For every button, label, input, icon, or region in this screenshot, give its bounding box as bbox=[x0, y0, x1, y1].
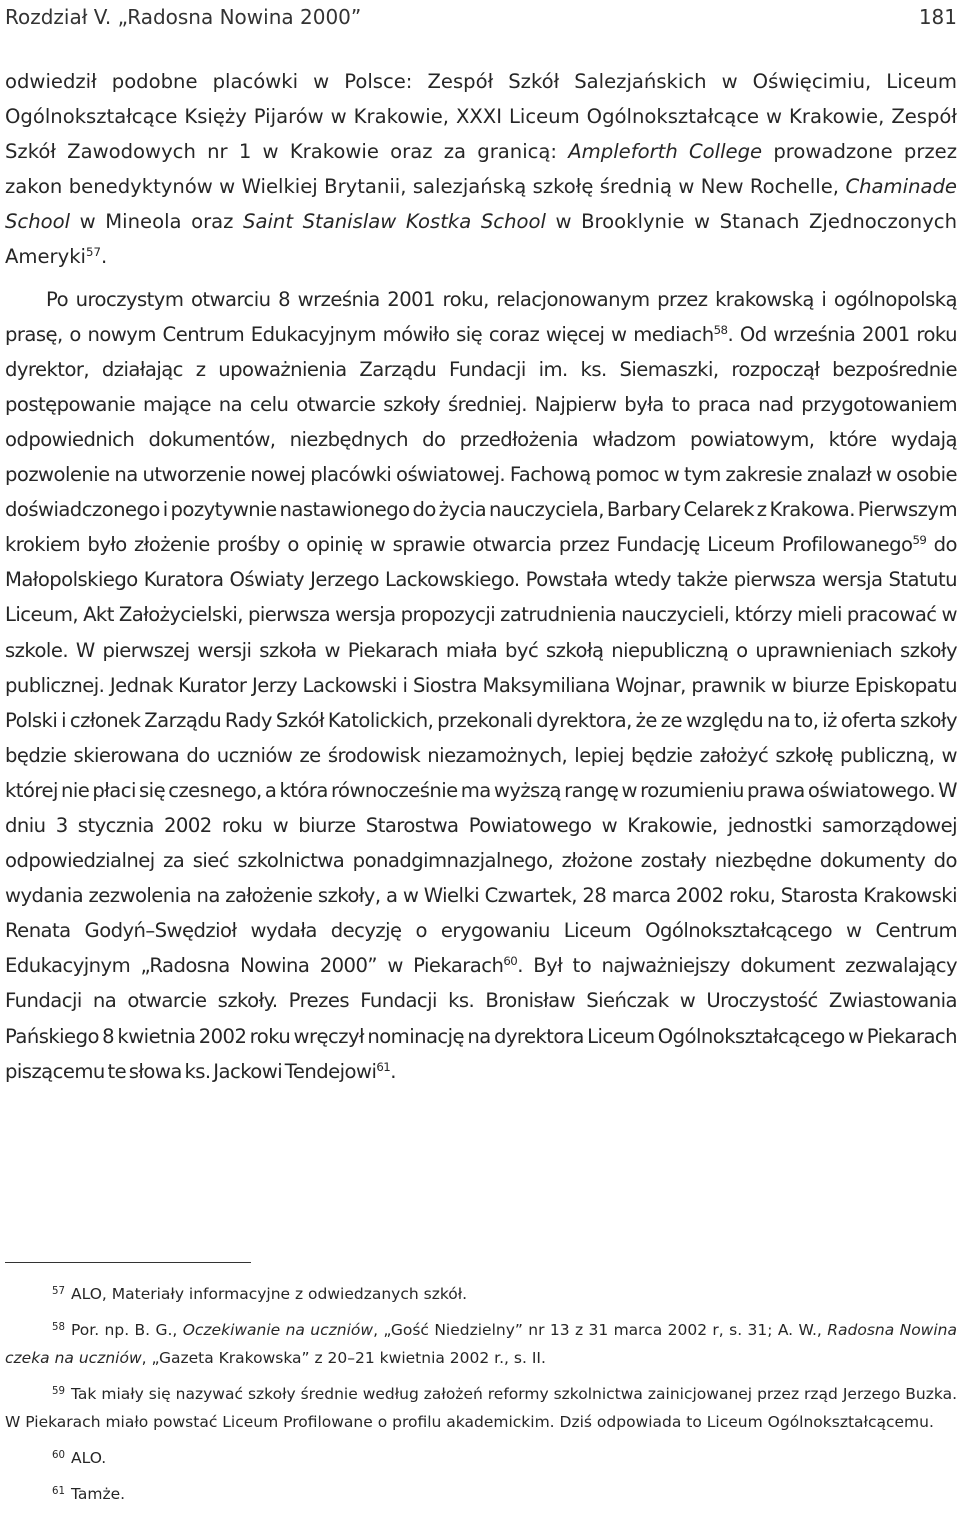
article-title: Radosna Nowina czeka na uczniów bbox=[5, 1321, 957, 1367]
book-page bbox=[5, 0, 957, 1536]
footnote-58 bbox=[5, 1316, 957, 1372]
footnote-number: 61 bbox=[52, 1485, 66, 1497]
text-run: w Brooklynie w Stanach Zjednoczonych Ameryki bbox=[5, 210, 957, 269]
footnotes bbox=[5, 1280, 957, 1516]
footnote-ref-58[interactable]: 58 bbox=[713, 322, 728, 337]
footnote-text: Tak miały się nazywać szkoły średnie według założeń reformy szkolnictwa zainicjowanej przez rząd Jerzego Buzka. W Piekarach miało powstać Liceum Profilowane o profilu akademickim. Dziś odpowiada to Liceum Ogólnokształcącemu. bbox=[5, 1385, 957, 1431]
text-run: . bbox=[390, 1059, 396, 1083]
footnote-text: ALO. bbox=[71, 1449, 107, 1467]
text-run: do Małopolskiego Kuratora Oświaty Jerzego Lackowskiego. Powstała wtedy także pierwsza wersja Statutu Liceum, Akt Założycielski, pierwsza wersja propozycji zatrudnienia nauczycieli, którzy mieli pracować w szkole. W pierwszej wersji szkoła w Piekarach miała być szkołą niepubliczną o uprawnieniach szkoły publicznej. Jednak Kurator Jerzy Lackowski i Siostra Maksymiliana Wojnar, prawnik w biurze Episkopatu Polski i członek Zarządu Rady Szkół Katolickich, przekonali dyrektora, że ze względu na to, iż oferta szkoły będzie skierowana do uczniów ze środowisk niezamożnych, lepiej będzie założyć szkołę publiczną, w której nie płaci się czesnego, a która równocześnie ma wyższą rangę w rozumieniu prawa oświatowego. W dniu 3 stycznia 2002 roku w biurze Starostwa Powiatowego w Krakowie, jednostki samorządowej odpowiedzialnej za sieć szkolnictwa ponadgimnazjalnego, złożone zostały niezbędne dokumenty do wydania zezwolenia na założenie szkoły, a w Wielki Czwartek, 28 marca 2002 roku, Starosta Krakowski Renata Godyń–Swędzioł wydała decyzję o erygowaniu Liceum Ogólnokształcącego w Centrum Edukacyjnym „Radosna Nowina 2000” w Piekarach bbox=[5, 533, 957, 978]
text-run: prowadzone przez zakon benedyktynów w Wielkiej Brytanii, salezjańską szkołę średnią w New Rochelle, bbox=[5, 140, 957, 199]
footnote-59 bbox=[5, 1380, 957, 1436]
footnote-ref-57[interactable]: 57 bbox=[86, 245, 101, 260]
page-number: 181 bbox=[918, 5, 957, 29]
footnote-number: 58 bbox=[52, 1321, 66, 1333]
paragraph-2 bbox=[5, 282, 957, 1089]
italic-name: Saint Stanislaw Kostka School bbox=[243, 210, 546, 234]
footnote-text: , „Gość Niedzielny” nr 13 z 31 marca 2002 r, s. 31; A. W., bbox=[373, 1321, 828, 1339]
footnote-ref-61[interactable]: 61 bbox=[376, 1059, 391, 1074]
main-text bbox=[5, 64, 957, 1089]
footnote-text: , „Gazeta Krakowska” z 20–21 kwietnia 2002 r., s. II. bbox=[141, 1349, 546, 1367]
footnote-text: Por. np. B. G., bbox=[71, 1321, 183, 1339]
footnote-ref-59[interactable]: 59 bbox=[912, 533, 927, 548]
footnote-61 bbox=[5, 1480, 957, 1508]
text-run: odwiedził podobne placówki w Polsce: Zespół Szkół Salezjańskich w Oświęcimiu, Liceum Ogólnokształcące Księży Pijarów w Krakowie, XXXI Liceum Ogólnokształcące w Krakowie, Zespół Szkół Zawodowych nr 1 w Krakowie oraz za granicą: bbox=[5, 70, 957, 164]
text-run: w Mineola oraz bbox=[70, 210, 244, 234]
footnote-text: Tamże. bbox=[71, 1485, 126, 1503]
footnote-ref-60[interactable]: 60 bbox=[503, 954, 518, 969]
footnote-number: 59 bbox=[52, 1385, 66, 1397]
footnote-number: 57 bbox=[52, 1285, 66, 1297]
text-run: . bbox=[100, 245, 108, 269]
footnote-divider bbox=[5, 1262, 251, 1263]
footnote-57 bbox=[5, 1280, 957, 1308]
footnote-60 bbox=[5, 1444, 957, 1472]
running-title: Rozdział V. „Radosna Nowina 2000” bbox=[5, 5, 362, 29]
text-run: Po uroczystym otwarciu 8 września 2001 roku, relacjonowanym przez krakowską i ogólnopolską prasę, o nowym Centrum Edukacyjnym mówiło się coraz więcej w mediach bbox=[5, 287, 957, 346]
paragraph-1 bbox=[5, 64, 957, 275]
italic-name: Ampleforth College bbox=[568, 140, 763, 164]
text-run: . Od września 2001 roku dyrektor, działając z upoważnienia Zarządu Fundacji im. ks. Siemaszki, rozpoczął bezpośrednie postępowanie mające na celu otwarcie szkoły średniej. Najpierw była to praca nad przygotowaniem odpowiednich dokumentów, niezbędnych do przedłożenia władzom powiatowym, które wydają pozwolenie na utworzenie nowej placówki oświatowej. Fachową pomoc w tym zakresie znalazł w osobie doświadczonego i pozytywnie nastawionego do życia nauczyciela, Barbary Celarek z Krakowa. Pierwszym krokiem było złożenie prośby o opinię w sprawie otwarcia przez Fundację Liceum Profilowanego bbox=[5, 322, 957, 557]
italic-name: Chaminade School bbox=[5, 175, 957, 234]
footnote-text: ALO, Materiały informacyjne z odwiedzanych szkół. bbox=[71, 1285, 468, 1303]
text-run: . Był to najważniejszy dokument zezwalający Fundacji na otwarcie szkoły. Prezes Fundacji ks. Bronisław Sieńczak w Uroczystość Zwiastowania Pańskiego 8 kwietnia 2002 roku wręczył nominację na dyrektora Liceum Ogólnokształcącego w Piekarach piszącemu te słowa ks. Jackowi Tendejowi bbox=[5, 954, 957, 1083]
article-title: Oczekiwanie na uczniów bbox=[182, 1321, 374, 1339]
footnote-number: 60 bbox=[52, 1449, 66, 1461]
